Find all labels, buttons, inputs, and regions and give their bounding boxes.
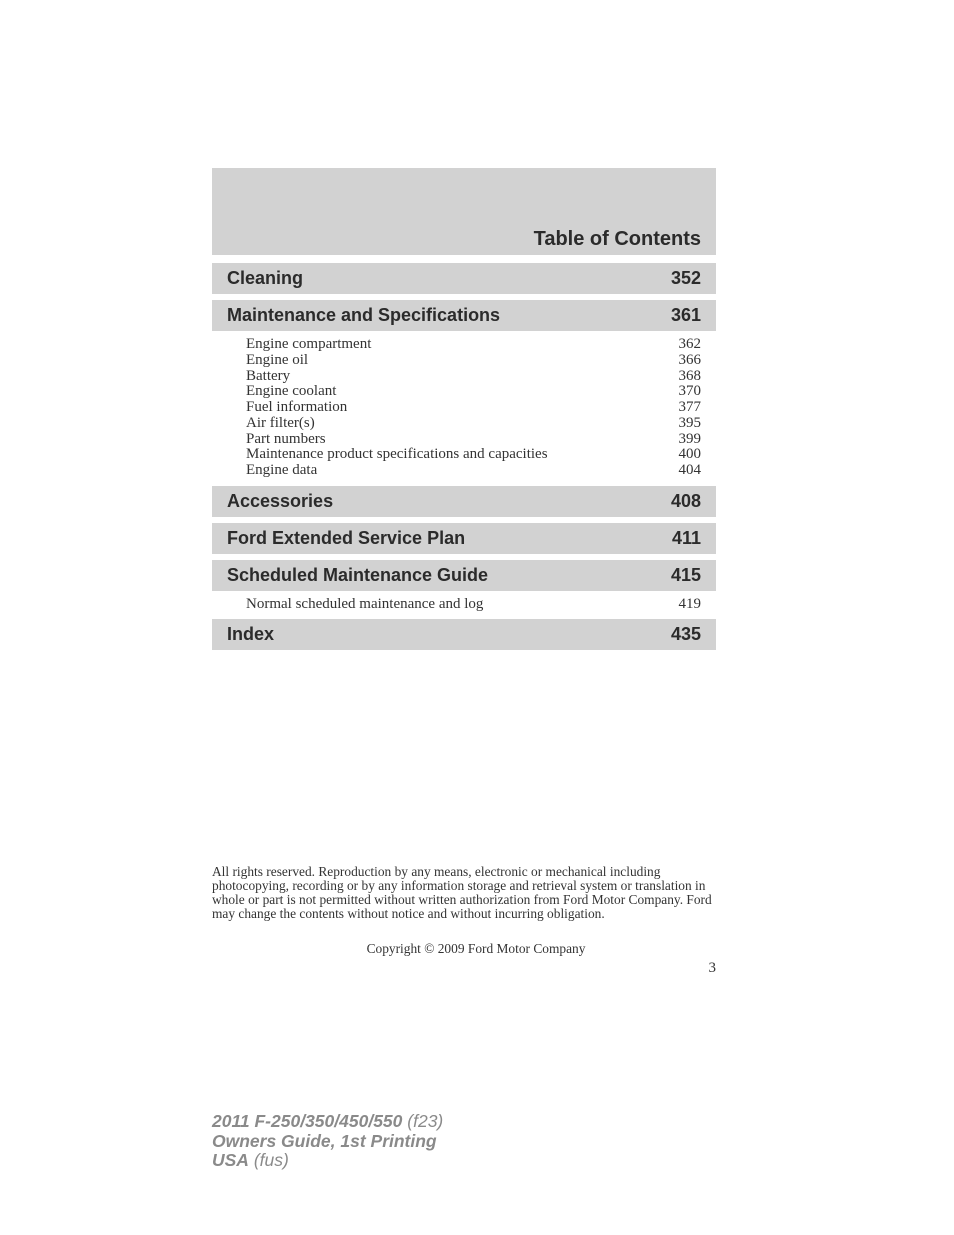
- section-page: 415: [670, 564, 701, 585]
- subitem-page: 399: [678, 430, 701, 447]
- toc-header-block: [212, 168, 716, 255]
- toc-subitems-maintenance: [212, 337, 716, 479]
- toc-subitem[interactable]: [246, 400, 701, 416]
- subitem-page: 419: [678, 595, 701, 612]
- toc-subitem[interactable]: [246, 597, 701, 613]
- section-page: 408: [670, 490, 701, 511]
- subitem-page: 366: [678, 351, 701, 368]
- subitem-page: 368: [678, 367, 701, 384]
- toc-section-index[interactable]: [212, 619, 716, 650]
- print-footer: [212, 1112, 443, 1171]
- subitem-title: Maintenance product specifications and capacities: [246, 446, 548, 463]
- section-title: Maintenance and Specifications: [227, 305, 501, 325]
- subitem-title: Engine oil: [246, 351, 309, 368]
- toc-subitem[interactable]: [246, 463, 701, 479]
- footer-market-code: (fus): [253, 1150, 289, 1170]
- subitem-title: Battery: [246, 367, 291, 384]
- toc-subitem[interactable]: [246, 384, 701, 400]
- page-number: 3: [708, 960, 716, 976]
- subitem-title: Engine compartment: [246, 336, 372, 352]
- section-page: 411: [671, 527, 701, 548]
- subitem-title: Part numbers: [246, 430, 326, 447]
- table-of-contents: [212, 263, 716, 656]
- section-page: 361: [670, 305, 701, 325]
- page-title: Table of Contents: [533, 228, 701, 250]
- section-page: 352: [670, 268, 701, 288]
- subitem-page: 377: [678, 399, 701, 415]
- footer-line-market: [212, 1151, 443, 1171]
- copyright-line: Copyright © 2009 Ford Motor Company: [366, 941, 586, 956]
- footer-model-code: (f23): [407, 1111, 444, 1131]
- toc-section-scheduled-maintenance-guide[interactable]: [212, 560, 716, 591]
- toc-subitem[interactable]: [246, 447, 701, 463]
- section-title: Index: [227, 623, 275, 644]
- footer-line-model: [212, 1112, 443, 1132]
- toc-subitem[interactable]: [246, 337, 701, 353]
- toc-section-accessories[interactable]: [212, 486, 716, 517]
- subitem-page: 370: [678, 383, 701, 400]
- footer-market: USA: [212, 1150, 249, 1170]
- toc-subitem[interactable]: [246, 432, 701, 448]
- section-page: 435: [670, 623, 701, 644]
- subitem-page: 395: [678, 414, 701, 431]
- toc-subitem[interactable]: [246, 369, 701, 385]
- subitem-page: 362: [678, 336, 701, 352]
- subitem-title: Air filter(s): [246, 414, 315, 431]
- section-title: Accessories: [227, 490, 334, 511]
- section-title: Ford Extended Service Plan: [227, 527, 466, 548]
- toc-section-maintenance-and-specifications[interactable]: [212, 300, 716, 331]
- toc-section-ford-extended-service-plan[interactable]: [212, 523, 716, 554]
- subitem-title: Normal scheduled maintenance and log: [246, 595, 484, 612]
- section-title: Scheduled Maintenance Guide: [227, 564, 489, 585]
- section-title: Cleaning: [227, 268, 304, 288]
- toc-subitems-scheduled-maintenance: [212, 597, 716, 613]
- rights-notice: All rights reserved. Reproduction by any means, electronic or mechanical including photocopying, recording or by any information storage and retrieval system or translation in whole or part is not permitted without written authorization from Ford Motor Company. Ford may change the contents without notice and without incurring obligation.: [212, 864, 712, 921]
- subitem-page: 400: [678, 446, 701, 463]
- subitem-page: 404: [678, 462, 701, 478]
- footer-model: 2011 F-250/350/450/550: [212, 1111, 403, 1131]
- subitem-title: Engine coolant: [246, 383, 337, 400]
- subitem-title: Engine data: [246, 462, 318, 478]
- footer-line-printing: Owners Guide, 1st Printing: [212, 1130, 437, 1151]
- toc-subitem[interactable]: [246, 416, 701, 432]
- subitem-title: Fuel information: [246, 399, 348, 415]
- toc-section-cleaning[interactable]: [212, 263, 716, 294]
- toc-subitem[interactable]: [246, 353, 701, 369]
